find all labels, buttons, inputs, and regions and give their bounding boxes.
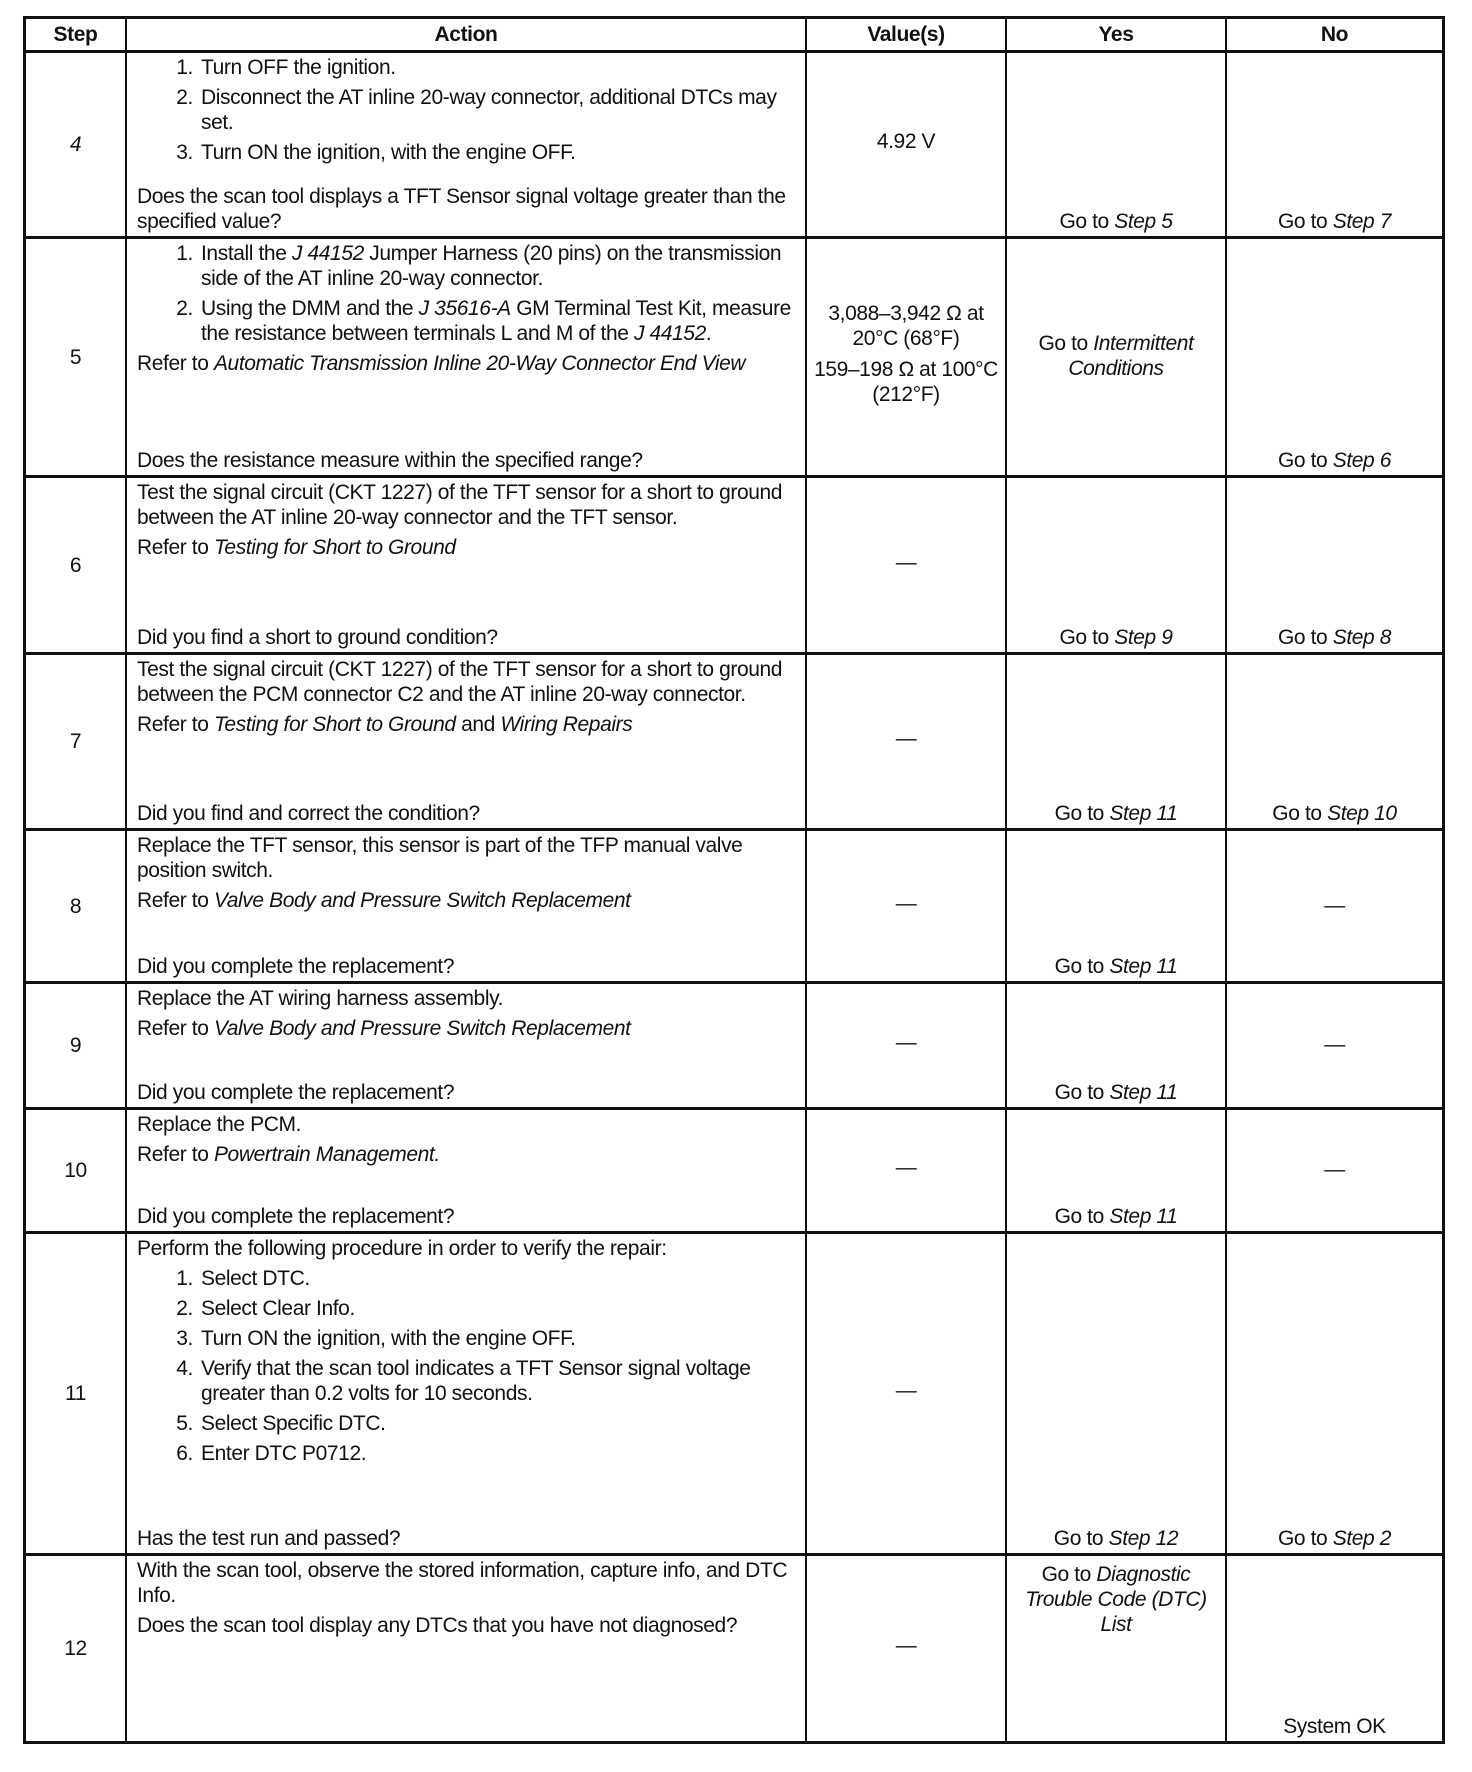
list-item bbox=[137, 1326, 797, 1351]
header-action: Action bbox=[127, 19, 807, 50]
list-number: 5. bbox=[176, 1412, 193, 1435]
text: Go to bbox=[1059, 210, 1115, 233]
value-text: — bbox=[895, 1634, 917, 1657]
step-number bbox=[26, 1234, 127, 1553]
step-number-text: 11 bbox=[65, 1382, 86, 1405]
italic-text: Step 9 bbox=[1114, 626, 1173, 649]
list-number: 2. bbox=[176, 86, 193, 109]
italic-text: Testing for Short to Ground bbox=[213, 713, 456, 736]
text: Select Clear Info. bbox=[201, 1297, 355, 1320]
no-cell bbox=[1227, 53, 1442, 236]
list-text bbox=[201, 296, 797, 346]
text: Select DTC. bbox=[201, 1267, 310, 1290]
italic-text: Step 10 bbox=[1327, 802, 1397, 825]
question bbox=[137, 625, 797, 650]
list-item bbox=[137, 140, 797, 165]
italic-text: Step 8 bbox=[1332, 626, 1392, 649]
yes-result bbox=[1044, 1526, 1188, 1551]
list-number: 3. bbox=[176, 141, 193, 164]
no-cell bbox=[1227, 239, 1442, 475]
text: — bbox=[1324, 893, 1345, 917]
list-number: 2. bbox=[176, 1297, 193, 1320]
text: Go to bbox=[1054, 802, 1110, 825]
text: Go to bbox=[1054, 1081, 1110, 1104]
text: Go to bbox=[1054, 955, 1110, 978]
text: Enter DTC P0712. bbox=[201, 1442, 367, 1465]
no-cell bbox=[1227, 1556, 1442, 1741]
question bbox=[137, 1080, 797, 1105]
header-step: Step bbox=[26, 19, 127, 50]
action-cell bbox=[127, 655, 807, 828]
list-item-wrap bbox=[137, 85, 797, 140]
text: Go to bbox=[1277, 1527, 1333, 1550]
list-item-wrap bbox=[137, 1356, 797, 1411]
values-cell bbox=[807, 984, 1007, 1107]
yes-cell bbox=[1007, 655, 1227, 828]
text: Refer to bbox=[137, 1143, 214, 1166]
table-row bbox=[26, 1556, 1442, 1741]
list-item bbox=[137, 1266, 797, 1291]
text: Test the signal circuit (CKT 1227) of the TFT sensor for a short to ground between the AT inline 20-way connector and the TFT sensor. bbox=[137, 481, 783, 529]
table-row bbox=[26, 831, 1442, 984]
step-number bbox=[26, 984, 127, 1107]
text: Refer to bbox=[137, 536, 214, 559]
text: Go to bbox=[1277, 210, 1333, 233]
step-number-text: 6 bbox=[69, 553, 82, 577]
text: Install the bbox=[201, 242, 292, 265]
yes-cell bbox=[1007, 1110, 1227, 1231]
instruction bbox=[137, 986, 797, 1011]
text: Turn ON the ignition, with the engine OFF. bbox=[201, 1327, 576, 1350]
yes-result bbox=[1049, 209, 1182, 234]
text: Refer to bbox=[137, 889, 214, 912]
italic-text: Step 11 bbox=[1109, 955, 1178, 978]
text: . bbox=[705, 322, 712, 345]
italic-text: Step 11 bbox=[1109, 802, 1178, 825]
question bbox=[137, 184, 797, 234]
list-text bbox=[201, 140, 576, 165]
text: Did you complete the replacement? bbox=[137, 955, 455, 978]
yes-result bbox=[1045, 1204, 1188, 1229]
text: — bbox=[1324, 1158, 1345, 1181]
italic-text: J 44152 bbox=[633, 322, 706, 345]
yes-result bbox=[1007, 1562, 1225, 1637]
list-item-wrap bbox=[137, 1441, 797, 1471]
no-result bbox=[1262, 801, 1406, 826]
no-cell bbox=[1227, 1234, 1442, 1553]
table-row bbox=[26, 239, 1442, 478]
values-cell bbox=[807, 1110, 1007, 1231]
list-text bbox=[201, 1441, 366, 1466]
question bbox=[137, 1204, 797, 1229]
italic-text: Step 11 bbox=[1109, 1081, 1178, 1104]
instruction bbox=[137, 657, 797, 707]
table-row bbox=[26, 53, 1442, 239]
text: Refer to bbox=[137, 352, 214, 375]
list-text bbox=[201, 1356, 797, 1406]
no-cell bbox=[1227, 655, 1442, 828]
no-cell bbox=[1227, 984, 1442, 1107]
instruction bbox=[137, 535, 797, 560]
yes-cell bbox=[1007, 239, 1227, 475]
list-item-wrap bbox=[137, 1266, 797, 1296]
list-item bbox=[137, 1296, 797, 1321]
value-text: 159–198 Ω at 100°C (212°F) bbox=[814, 358, 998, 406]
text: Replace the TFT sensor, this sensor is part of the TFP manual valve position switch. bbox=[137, 834, 743, 882]
text: Did you find and correct the condition? bbox=[137, 802, 480, 825]
yes-cell bbox=[1007, 1234, 1227, 1553]
italic-text: J 35616-A bbox=[418, 297, 511, 320]
instruction bbox=[137, 480, 797, 530]
italic-text: Valve Body and Pressure Switch Replacement bbox=[213, 889, 631, 912]
no-cell bbox=[1227, 478, 1442, 652]
list-text bbox=[201, 1266, 310, 1291]
question bbox=[137, 448, 797, 473]
no-result bbox=[1268, 448, 1401, 473]
text: System OK bbox=[1283, 1715, 1386, 1738]
list-number: 3. bbox=[176, 1327, 193, 1350]
instruction bbox=[137, 1016, 797, 1041]
text: Did you complete the replacement? bbox=[137, 1081, 455, 1104]
no-result bbox=[1268, 1526, 1401, 1551]
list-text bbox=[201, 1296, 355, 1321]
text: GM Terminal Test Kit, measure the resistance between terminals L and M of the bbox=[201, 297, 791, 345]
values-cell bbox=[807, 478, 1007, 652]
list-item-wrap bbox=[137, 1326, 797, 1356]
question bbox=[137, 801, 797, 826]
values-cell bbox=[807, 1234, 1007, 1553]
yes-result bbox=[1045, 801, 1188, 826]
italic-text: Step 12 bbox=[1108, 1527, 1179, 1550]
text: Go to bbox=[1054, 1205, 1110, 1228]
list-item-wrap bbox=[137, 1296, 797, 1326]
italic-text: Step 2 bbox=[1332, 1527, 1392, 1550]
value-text: — bbox=[895, 727, 917, 750]
step-number-text: 7 bbox=[69, 730, 82, 753]
italic-text: Step 11 bbox=[1109, 1205, 1178, 1228]
text: Disconnect the AT inline 20-way connector, additional DTCs may set. bbox=[201, 86, 777, 134]
diagnostic-table bbox=[23, 16, 1445, 1744]
italic-text: Step 7 bbox=[1332, 210, 1392, 233]
yes-result bbox=[1049, 625, 1182, 650]
value-text: — bbox=[895, 891, 917, 915]
text: Verify that the scan tool indicates a TFT Sensor signal voltage greater than 0.2 volts for 10 seconds. bbox=[201, 1357, 751, 1405]
yes-cell bbox=[1007, 478, 1227, 652]
list-number: 1. bbox=[176, 1267, 193, 1290]
instruction bbox=[137, 1112, 797, 1137]
yes-result bbox=[1007, 331, 1225, 381]
value-text: — bbox=[895, 1156, 917, 1179]
values-cell bbox=[807, 239, 1007, 475]
step-number bbox=[26, 831, 127, 981]
no-cell bbox=[1227, 831, 1442, 981]
list-item bbox=[137, 55, 797, 80]
action-cell bbox=[127, 1110, 807, 1231]
text: Did you find a short to ground condition? bbox=[137, 626, 498, 649]
values-cell bbox=[807, 1556, 1007, 1741]
value-text: 4.92 V bbox=[876, 130, 936, 153]
text: Go to bbox=[1059, 626, 1115, 649]
table-row bbox=[26, 655, 1442, 831]
step-number bbox=[26, 239, 127, 475]
text: Go to bbox=[1038, 332, 1094, 355]
text: Refer to bbox=[137, 1017, 214, 1040]
step-number bbox=[26, 478, 127, 652]
text: Jumper Harness (20 pins) on the transmission side of the AT inline 20-way connector. bbox=[201, 242, 782, 290]
italic-text: J 44152 bbox=[291, 242, 364, 265]
list-item bbox=[137, 85, 797, 135]
italic-text: Testing for Short to Ground bbox=[213, 536, 456, 559]
text: Has the test run and passed? bbox=[137, 1527, 401, 1550]
action-cell bbox=[127, 239, 807, 475]
table-row bbox=[26, 984, 1442, 1110]
value-text: — bbox=[895, 550, 917, 574]
step-number-text: 5 bbox=[69, 345, 82, 369]
action-cell bbox=[127, 831, 807, 981]
yes-result bbox=[1045, 954, 1188, 979]
text: Go to bbox=[1277, 626, 1333, 649]
no-result bbox=[1314, 893, 1355, 918]
instruction bbox=[137, 1558, 797, 1608]
list-number: 1. bbox=[176, 56, 193, 79]
instruction bbox=[137, 1142, 797, 1167]
no-result bbox=[1314, 1032, 1355, 1057]
header-yes: Yes bbox=[1007, 19, 1227, 50]
list-number: 1. bbox=[176, 242, 193, 265]
step-number-text: 9 bbox=[69, 1034, 82, 1057]
instruction bbox=[137, 1613, 797, 1638]
table-header bbox=[26, 19, 1442, 53]
list-subnote bbox=[137, 351, 797, 376]
italic-text: Step 5 bbox=[1114, 210, 1173, 233]
table-row bbox=[26, 1110, 1442, 1234]
values-cell bbox=[807, 655, 1007, 828]
question bbox=[137, 1526, 797, 1551]
text: Does the scan tool display any DTCs that you have not diagnosed? bbox=[137, 1614, 738, 1637]
list-item-wrap bbox=[137, 241, 797, 296]
list-text bbox=[201, 55, 396, 80]
table-row bbox=[26, 1234, 1442, 1556]
yes-cell bbox=[1007, 831, 1227, 981]
text: Does the scan tool displays a TFT Sensor signal voltage greater than the specified value? bbox=[137, 185, 786, 233]
yes-cell bbox=[1007, 984, 1227, 1107]
list-text bbox=[201, 1326, 576, 1351]
italic-text: Step 6 bbox=[1332, 449, 1392, 472]
table-body bbox=[26, 53, 1442, 1741]
action-cell bbox=[127, 478, 807, 652]
list-item bbox=[137, 1356, 797, 1406]
no-result bbox=[1268, 625, 1401, 650]
text: Go to bbox=[1053, 1527, 1109, 1550]
yes-cell bbox=[1007, 1556, 1227, 1741]
list-number: 6. bbox=[176, 1442, 193, 1465]
no-result bbox=[1273, 1714, 1396, 1739]
table-row bbox=[26, 478, 1442, 655]
italic-text: Wiring Repairs bbox=[500, 713, 633, 736]
text: Refer to bbox=[137, 713, 214, 736]
action-cell bbox=[127, 1234, 807, 1553]
header-values: Value(s) bbox=[807, 19, 1007, 50]
text: Replace the AT wiring harness assembly. bbox=[137, 987, 504, 1010]
list-item bbox=[137, 1441, 797, 1466]
action-cell bbox=[127, 53, 807, 236]
values-cell bbox=[807, 831, 1007, 981]
list-text bbox=[201, 1411, 386, 1436]
step-number-text: 12 bbox=[64, 1637, 87, 1660]
list-text bbox=[201, 85, 797, 135]
text: Using the DMM and the bbox=[201, 297, 419, 320]
step-number bbox=[26, 53, 127, 236]
yes-result bbox=[1045, 1080, 1188, 1105]
instruction bbox=[137, 712, 797, 737]
yes-cell bbox=[1007, 53, 1227, 236]
step-number bbox=[26, 655, 127, 828]
text: Did you complete the replacement? bbox=[137, 1205, 455, 1228]
text: Replace the PCM. bbox=[137, 1113, 302, 1136]
text: Turn ON the ignition, with the engine OFF. bbox=[201, 141, 576, 164]
no-cell bbox=[1227, 1110, 1442, 1231]
value-text: — bbox=[895, 1031, 917, 1054]
list-item-wrap bbox=[137, 55, 797, 85]
list-item-wrap bbox=[137, 1411, 797, 1441]
text: Does the resistance measure within the specified range? bbox=[137, 449, 643, 472]
values-cell bbox=[807, 53, 1007, 236]
list-item-wrap bbox=[137, 140, 797, 170]
action-cell bbox=[127, 984, 807, 1107]
no-result bbox=[1314, 1157, 1355, 1182]
list-number: 4. bbox=[176, 1357, 193, 1380]
step-number-text: 10 bbox=[64, 1159, 87, 1182]
italic-text: Diagnostic Trouble Code (DTC) List bbox=[1025, 1563, 1207, 1636]
list-item bbox=[137, 1411, 797, 1436]
question bbox=[137, 954, 797, 979]
list-item bbox=[137, 296, 797, 346]
text: With the scan tool, observe the stored information, capture info, and DTC Info. bbox=[137, 1559, 788, 1607]
list-number: 2. bbox=[176, 297, 193, 320]
instruction bbox=[137, 1236, 797, 1261]
instruction bbox=[137, 833, 797, 883]
italic-text: Powertrain Management. bbox=[213, 1143, 440, 1166]
step-number bbox=[26, 1110, 127, 1231]
italic-text: Valve Body and Pressure Switch Replacement bbox=[213, 1017, 631, 1040]
step-number-text: 4 bbox=[69, 133, 82, 156]
italic-text: Automatic Transmission Inline 20-Way Connector End View bbox=[213, 352, 746, 375]
list-item-wrap bbox=[137, 296, 797, 376]
no-result bbox=[1268, 209, 1401, 234]
text: and bbox=[455, 713, 501, 736]
text: Perform the following procedure in order to verify the repair: bbox=[137, 1237, 667, 1260]
text: — bbox=[1324, 1033, 1345, 1056]
value-text: 3,088–3,942 Ω at 20°C (68°F) bbox=[828, 302, 984, 350]
italic-text: Intermittent Conditions bbox=[1068, 332, 1194, 380]
list-item bbox=[137, 241, 797, 291]
value-text: — bbox=[895, 1379, 917, 1402]
text: Go to bbox=[1272, 802, 1328, 825]
step-number-text: 8 bbox=[69, 894, 82, 918]
list-text bbox=[201, 241, 797, 291]
text: Select Specific DTC. bbox=[201, 1412, 386, 1435]
text: Go to bbox=[1277, 449, 1333, 472]
text: Go to bbox=[1041, 1563, 1097, 1586]
header-no: No bbox=[1320, 23, 1349, 46]
instruction bbox=[137, 888, 797, 913]
text: Turn OFF the ignition. bbox=[201, 56, 396, 79]
step-number bbox=[26, 1556, 127, 1741]
action-cell bbox=[127, 1556, 807, 1741]
text: Test the signal circuit (CKT 1227) of the TFT sensor for a short to ground between the PCM connector C2 and the AT inline 20-way connector. bbox=[137, 658, 783, 706]
